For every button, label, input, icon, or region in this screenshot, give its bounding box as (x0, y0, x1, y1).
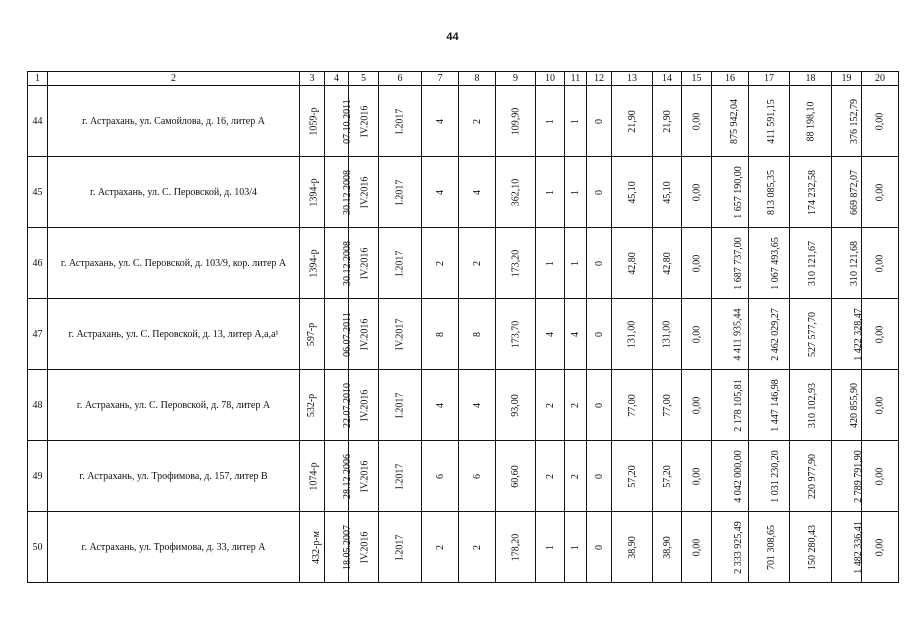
col10-text: 2 (544, 473, 556, 479)
col15-cell (682, 370, 712, 441)
col9-cell (496, 370, 536, 441)
col16-cell (712, 441, 749, 512)
col10-cell (536, 512, 565, 583)
col18-text: 150 280,43 (807, 524, 818, 570)
col7-text: 8 (434, 331, 446, 337)
col18-text: 220 977,90 (807, 453, 818, 499)
col13-text: 57,20 (626, 464, 638, 488)
column-number: 8 (459, 72, 496, 86)
col7-text: 6 (434, 473, 446, 479)
col18-cell (790, 370, 832, 441)
col17-text: 2 462 029,27 (769, 307, 781, 361)
col11-cell (565, 228, 587, 299)
col5-text: IV.2016 (359, 247, 371, 279)
document-date-cell (325, 157, 353, 228)
column-number: 12 (587, 72, 612, 86)
col19-text: 1 422 328,47 (852, 307, 864, 361)
col11-cell (565, 441, 587, 512)
col10-text: 4 (544, 331, 556, 337)
address-cell: г. Астрахань, ул. Трофимова, д. 157, литер В (48, 441, 300, 512)
column-number: 6 (379, 72, 422, 86)
col14-cell (653, 157, 682, 228)
col6-cell (379, 299, 422, 370)
table-row (28, 441, 899, 512)
column-number: 15 (682, 72, 712, 86)
col15-cell (682, 441, 712, 512)
col6-cell (379, 512, 422, 583)
document-number-cell (300, 370, 325, 441)
col11-text: 1 (570, 118, 581, 124)
col9-cell (496, 86, 536, 157)
document-date-cell (325, 441, 353, 512)
col18-cell (790, 228, 832, 299)
col14-cell (653, 441, 682, 512)
document-number-cell (300, 86, 325, 157)
col13-text: 42,80 (626, 251, 638, 275)
column-number: 1 (28, 72, 48, 86)
column-number: 2 (48, 72, 300, 86)
col17-cell (749, 370, 790, 441)
document-number-cell (300, 299, 325, 370)
col16-text: 875 942,04 (729, 98, 740, 144)
document-number-text: 432-р-м (311, 530, 322, 564)
col18-text: 310 121,67 (807, 240, 818, 286)
page-number: 44 (446, 31, 459, 43)
table-row (28, 299, 899, 370)
col17-cell (749, 512, 790, 583)
col9-cell (496, 228, 536, 299)
document-number-cell (300, 512, 325, 583)
col5-cell (349, 370, 379, 441)
col11-text: 1 (570, 544, 581, 550)
document-number-text: 532-р (306, 393, 318, 417)
col5-text: IV.2016 (359, 389, 371, 421)
column-number: 18 (790, 72, 832, 86)
document-date-text: 07.10.2011 (341, 98, 353, 144)
col12-text: 0 (593, 189, 605, 195)
col19-cell (832, 512, 862, 583)
col7-text: 4 (434, 118, 446, 124)
col12-text: 0 (593, 402, 605, 408)
column-number: 11 (565, 72, 587, 86)
col17-cell (749, 86, 790, 157)
col11-cell (565, 86, 587, 157)
col12-text: 0 (593, 118, 605, 124)
col18-cell (790, 299, 832, 370)
col9-text: 93,00 (510, 393, 521, 417)
col20-text: 0,00 (874, 538, 886, 556)
column-number: 17 (749, 72, 790, 86)
column-number: 13 (612, 72, 653, 86)
col6-text: I.2017 (394, 392, 406, 418)
col11-cell (565, 512, 587, 583)
col14-text: 131,00 (661, 320, 673, 348)
col18-text: 310 102,93 (807, 382, 818, 428)
col8-text: 2 (471, 118, 483, 124)
document-number-text: 597-р (306, 322, 318, 346)
col8-cell (459, 299, 496, 370)
col15-text: 0,00 (691, 396, 702, 414)
col15-text: 0,00 (691, 112, 702, 130)
col13-cell (612, 512, 653, 583)
housing-registry-table (27, 71, 899, 583)
col19-cell (832, 228, 862, 299)
col16-text: 1 687 737,00 (732, 236, 744, 290)
col10-text: 1 (544, 544, 556, 550)
col17-text: 813 085,35 (766, 169, 777, 215)
col19-text: 1 482 336,41 (852, 520, 864, 574)
document-date-text: 06.07.2011 (341, 311, 353, 357)
col7-text: 2 (434, 544, 446, 550)
table-row (28, 512, 899, 583)
col12-text: 0 (593, 473, 605, 479)
col10-text: 2 (544, 402, 556, 408)
col18-cell (790, 86, 832, 157)
col17-text: 1 067 493,65 (769, 236, 781, 290)
col16-cell (712, 157, 749, 228)
document-number-text: 1074-р (308, 461, 320, 491)
col20-cell (862, 370, 899, 441)
col19-text: 669 872,07 (849, 169, 860, 215)
col9-cell (496, 512, 536, 583)
column-number: 9 (496, 72, 536, 86)
col11-text: 1 (570, 260, 581, 266)
col14-text: 21,90 (661, 109, 673, 133)
col8-text: 4 (471, 402, 483, 408)
col8-cell (459, 370, 496, 441)
col5-text: IV.2016 (359, 105, 371, 137)
col7-text: 2 (434, 260, 446, 266)
col19-text: 420 855,90 (849, 382, 860, 428)
col18-text: 174 232,58 (807, 169, 818, 215)
col9-cell (496, 299, 536, 370)
registry-body (28, 86, 899, 583)
column-number: 20 (862, 72, 899, 86)
col8-text: 4 (471, 189, 483, 195)
col18-text: 527 577,70 (807, 311, 818, 357)
col5-cell (349, 512, 379, 583)
col15-cell (682, 86, 712, 157)
col20-cell (862, 228, 899, 299)
address-cell: г. Астрахань, ул. С. Перовской, д. 103/9, кор. литер А (48, 228, 300, 299)
col10-cell (536, 86, 565, 157)
col19-cell (832, 441, 862, 512)
col17-cell (749, 441, 790, 512)
col13-cell (612, 441, 653, 512)
col20-cell (862, 441, 899, 512)
column-number-header (28, 72, 899, 86)
document-date-cell (325, 228, 353, 299)
col12-cell (587, 86, 612, 157)
column-number: 7 (422, 72, 459, 86)
column-number: 4 (325, 72, 349, 86)
col9-text: 60,60 (510, 464, 521, 488)
col6-cell (379, 157, 422, 228)
col6-text: I.2017 (394, 179, 406, 205)
document-number-text: 1394-р (308, 177, 320, 207)
col5-cell (349, 299, 379, 370)
col13-text: 131,00 (626, 320, 638, 348)
col16-text: 1 657 190,00 (732, 165, 744, 219)
col14-text: 77,00 (661, 393, 673, 417)
col8-cell (459, 86, 496, 157)
col6-text: I.2017 (394, 534, 406, 560)
col19-text: 2 789 791,90 (852, 449, 864, 503)
col17-cell (749, 299, 790, 370)
row-number-cell: 45 (28, 157, 48, 228)
col16-text: 2 333 925,49 (732, 520, 744, 574)
col6-text: I.2017 (394, 250, 406, 276)
document-date-cell (325, 512, 353, 583)
row-number-cell: 47 (28, 299, 48, 370)
col12-text: 0 (593, 260, 605, 266)
col12-cell (587, 512, 612, 583)
col20-cell (862, 86, 899, 157)
col8-text: 2 (471, 260, 483, 266)
col9-text: 173,70 (510, 320, 521, 348)
col20-cell (862, 512, 899, 583)
col5-cell (349, 86, 379, 157)
address-cell: г. Астрахань, ул. Самойлова, д. 16, литер А (48, 86, 300, 157)
col12-cell (587, 370, 612, 441)
col13-cell (612, 86, 653, 157)
col16-text: 2 178 105,81 (732, 378, 744, 432)
col14-text: 42,80 (661, 251, 673, 275)
col7-cell (422, 86, 459, 157)
col13-cell (612, 299, 653, 370)
col19-cell (832, 370, 862, 441)
col18-cell (790, 512, 832, 583)
col7-cell (422, 512, 459, 583)
table-row (28, 228, 899, 299)
col8-text: 2 (471, 544, 483, 550)
col5-cell (349, 441, 379, 512)
address-cell: г. Астрахань, ул. С. Перовской, д. 13, литер А,а,а¹ (48, 299, 300, 370)
col5-text: IV.2016 (359, 176, 371, 208)
col19-cell (832, 86, 862, 157)
col7-cell (422, 157, 459, 228)
document-number-cell (300, 441, 325, 512)
col14-cell (653, 86, 682, 157)
col8-cell (459, 228, 496, 299)
col15-cell (682, 228, 712, 299)
col16-cell (712, 512, 749, 583)
col15-cell (682, 299, 712, 370)
col15-text: 0,00 (691, 183, 702, 201)
document-date-text: 18.05.2007 (342, 524, 353, 570)
row-number-cell: 49 (28, 441, 48, 512)
col12-text: 0 (593, 544, 605, 550)
col20-cell (862, 157, 899, 228)
col8-text: 6 (471, 473, 483, 479)
col5-text: IV.2016 (359, 531, 371, 563)
col20-text: 0,00 (874, 467, 886, 485)
col16-cell (712, 370, 749, 441)
col14-cell (653, 370, 682, 441)
col18-cell (790, 157, 832, 228)
col5-cell (349, 228, 379, 299)
col11-text: 4 (570, 331, 581, 337)
col9-text: 173,20 (510, 249, 521, 277)
col5-text: IV.2016 (359, 460, 371, 492)
col17-text: 411 591,15 (765, 98, 777, 144)
col6-text: I.2017 (394, 108, 406, 134)
col8-cell (459, 512, 496, 583)
col12-cell (587, 441, 612, 512)
column-number: 10 (536, 72, 565, 86)
address-cell: г. Астрахань, ул. С. Перовской, д. 78, литер А (48, 370, 300, 441)
col10-cell (536, 299, 565, 370)
col7-cell (422, 441, 459, 512)
col19-text: 376 152,79 (849, 98, 860, 144)
col20-text: 0,00 (874, 183, 886, 201)
document-date-cell (325, 86, 353, 157)
col10-text: 1 (544, 118, 556, 124)
column-number: 3 (300, 72, 325, 86)
col11-text: 1 (570, 189, 581, 195)
col17-text: 1 031 230,20 (769, 449, 781, 503)
column-number: 14 (653, 72, 682, 86)
col12-cell (587, 157, 612, 228)
col16-text: 4 042 000,00 (732, 449, 744, 503)
col9-text: 362,10 (510, 178, 521, 206)
col10-text: 1 (544, 260, 556, 266)
col9-cell (496, 157, 536, 228)
col20-text: 0,00 (874, 254, 886, 272)
col13-cell (612, 370, 653, 441)
address-cell: г. Астрахань, ул. С. Перовской, д. 103/4 (48, 157, 300, 228)
document-date-text: 22.07.2010 (342, 382, 353, 428)
column-number: 16 (712, 72, 749, 86)
col15-cell (682, 512, 712, 583)
col14-cell (653, 228, 682, 299)
col9-text: 109,90 (510, 107, 521, 135)
col16-cell (712, 86, 749, 157)
row-number-cell: 46 (28, 228, 48, 299)
col10-cell (536, 157, 565, 228)
col5-cell (349, 157, 379, 228)
col7-cell (422, 228, 459, 299)
document-number-cell (300, 157, 325, 228)
col15-cell (682, 157, 712, 228)
address-cell: г. Астрахань, ул. Трофимова, д. 33, литер А (48, 512, 300, 583)
column-number: 19 (832, 72, 862, 86)
col14-text: 45,10 (661, 180, 673, 204)
col17-cell (749, 228, 790, 299)
col8-cell (459, 157, 496, 228)
col16-cell (712, 299, 749, 370)
document-date-text: 30.12.2008 (342, 169, 353, 215)
document-number-text: 1059-р (308, 106, 320, 136)
col11-cell (565, 157, 587, 228)
col19-text: 310 121,68 (849, 240, 860, 286)
col15-text: 0,00 (691, 325, 702, 343)
col11-cell (565, 299, 587, 370)
col6-cell (379, 86, 422, 157)
col18-text: 88 198,10 (805, 101, 816, 141)
col7-text: 4 (434, 189, 446, 195)
col20-text: 0,00 (874, 396, 886, 414)
col13-cell (612, 228, 653, 299)
col10-cell (536, 441, 565, 512)
table-row (28, 157, 899, 228)
row-number-cell: 44 (28, 86, 48, 157)
col14-cell (653, 512, 682, 583)
col18-cell (790, 441, 832, 512)
col6-text: IV.2017 (394, 318, 406, 350)
col6-cell (379, 370, 422, 441)
col7-text: 4 (434, 402, 446, 408)
document-number-cell (300, 228, 325, 299)
col12-cell (587, 228, 612, 299)
col12-text: 0 (593, 331, 605, 337)
col7-cell (422, 370, 459, 441)
column-number: 5 (349, 72, 379, 86)
col17-cell (749, 157, 790, 228)
col15-text: 0,00 (691, 254, 702, 272)
document-date-text: 28.12.2006 (342, 453, 353, 499)
col7-cell (422, 299, 459, 370)
document-date-cell (325, 299, 353, 370)
col10-cell (536, 370, 565, 441)
col15-text: 0,00 (691, 467, 702, 485)
col13-text: 45,10 (626, 180, 638, 204)
col20-text: 0,00 (874, 325, 886, 343)
col11-cell (565, 370, 587, 441)
col9-cell (496, 441, 536, 512)
col14-cell (653, 299, 682, 370)
document-date-text: 30.12.2008 (342, 240, 353, 286)
col11-text: 2 (570, 473, 581, 479)
document-date-cell (325, 370, 353, 441)
col13-text: 38,90 (626, 535, 638, 559)
col20-text: 0,00 (874, 112, 886, 130)
col12-cell (587, 299, 612, 370)
col13-text: 21,90 (626, 109, 638, 133)
col6-text: I.2017 (394, 463, 406, 489)
col19-cell (832, 157, 862, 228)
col10-cell (536, 228, 565, 299)
col11-text: 2 (570, 402, 581, 408)
col6-cell (379, 228, 422, 299)
col20-cell (862, 299, 899, 370)
col5-text: IV.2016 (359, 318, 371, 350)
table-row (28, 86, 899, 157)
col17-text: 1 447 146,98 (769, 378, 781, 432)
col19-cell (832, 299, 862, 370)
col8-text: 8 (471, 331, 483, 337)
col14-text: 57,20 (661, 464, 673, 488)
col13-cell (612, 157, 653, 228)
col10-text: 1 (544, 189, 556, 195)
col13-text: 77,00 (626, 393, 638, 417)
col14-text: 38,90 (661, 535, 673, 559)
col9-text: 178,20 (510, 533, 521, 561)
col17-text: 701 308,65 (766, 524, 777, 570)
col15-text: 0,00 (691, 538, 702, 556)
table-row (28, 370, 899, 441)
col16-cell (712, 228, 749, 299)
col6-cell (379, 441, 422, 512)
row-number-cell: 48 (28, 370, 48, 441)
col8-cell (459, 441, 496, 512)
row-number-cell: 50 (28, 512, 48, 583)
col16-text: 4 411 935,44 (732, 307, 744, 361)
document-number-text: 1394-р (308, 248, 320, 278)
